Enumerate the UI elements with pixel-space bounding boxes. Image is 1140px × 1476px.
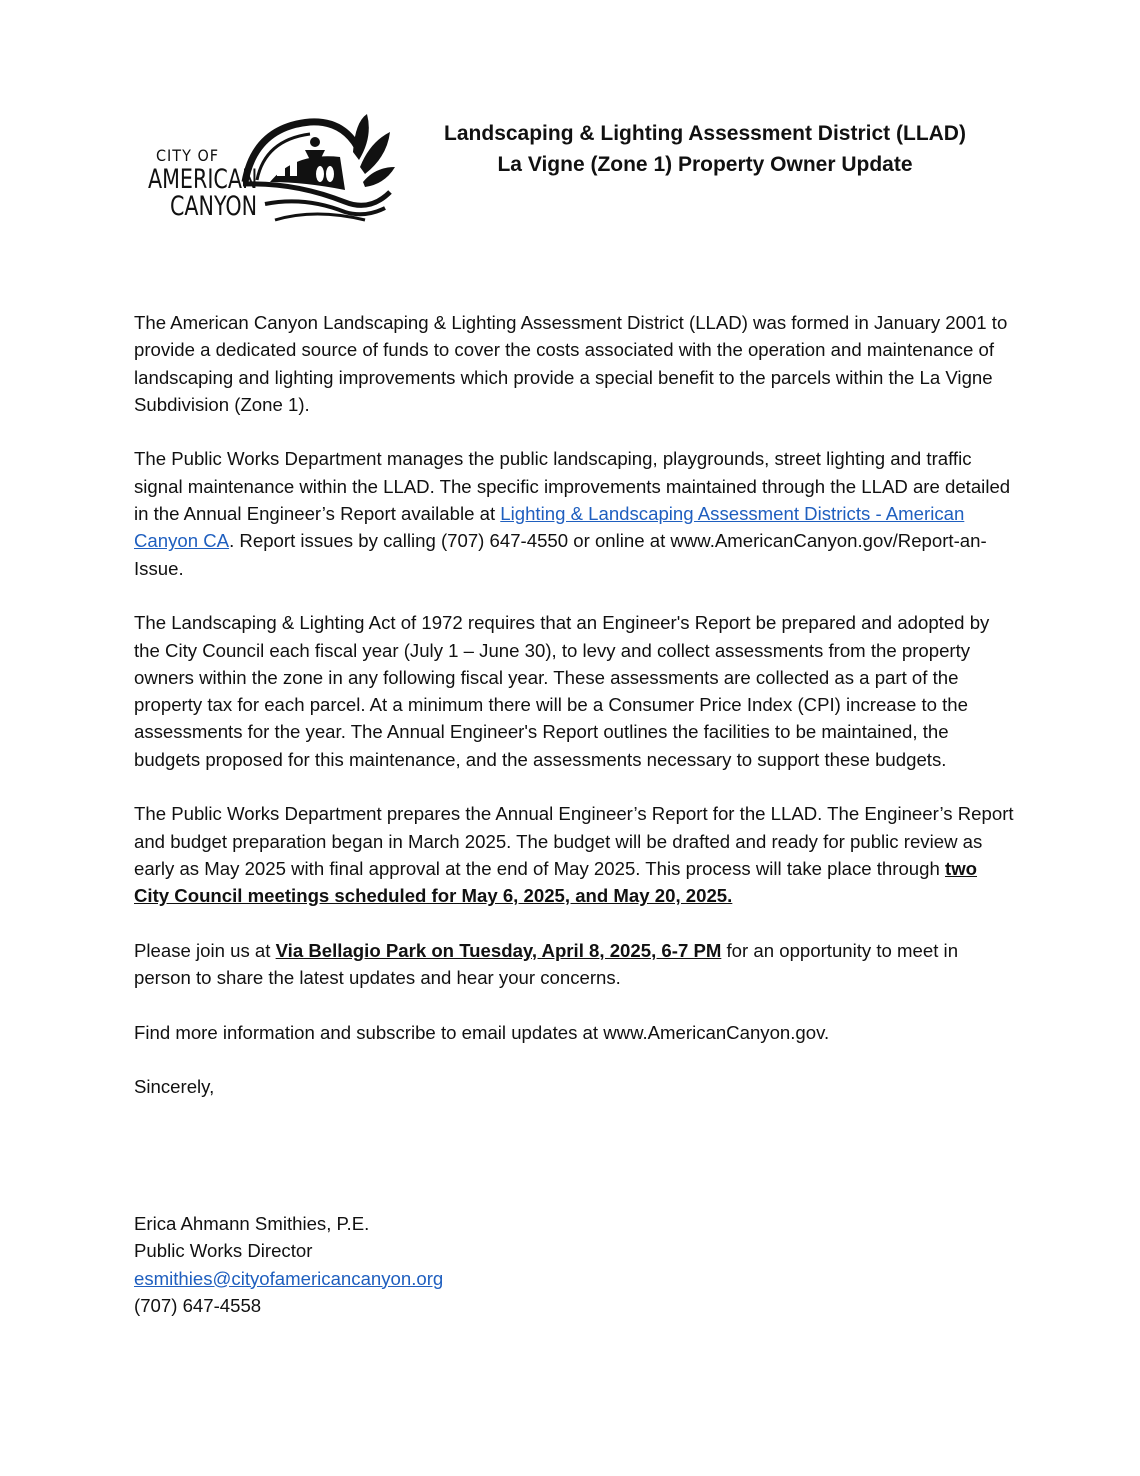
signer-phone: (707) 647-4558 — [134, 1294, 262, 1316]
paragraph-text: . Report issues by calling (707) 647-4550 or online at www.AmericanCanyon.gov/Report-an-Issue. — [134, 530, 987, 579]
paragraph-formation: The American Canyon Landscaping & Lighting Assessment District (LLAD) was formed in January 2001 to provide a dedicated source of funds to cover the costs associated with the operation and maintenance of landscaping and lighting improvements which provide a special benefit to the parcels within the La Vigne Subdivision (Zone 1). — [134, 312, 1008, 415]
paragraph-text: Please join us at — [134, 939, 276, 961]
meeting-details-emphasis: Via Bellagio Park on Tuesday, April 8, 2025, 6-7 PM — [275, 939, 722, 961]
letter-body — [134, 309, 1014, 1319]
signer-email-link[interactable]: esmithies@cityofamericancanyon.org — [134, 1267, 444, 1289]
signature-space — [134, 1128, 1014, 1210]
paragraph-public-works — [134, 445, 1014, 581]
logo-line-2: AMERICAN — [148, 164, 258, 195]
council-meetings-emphasis: two City Council meetings scheduled for May 6, 2025, and May 20, 2025. — [134, 857, 978, 907]
signer-name: Erica Ahmann Smithies, P.E. — [134, 1212, 370, 1234]
logo-line-3: CANYON — [170, 191, 258, 222]
signer-title: Public Works Director — [134, 1240, 313, 1262]
paragraph-more-info: Find more information and subscribe to email updates at www.AmericanCanyon.gov. — [134, 1021, 830, 1043]
title-line-1: Landscaping & Lighting Assessment District (LLAD) — [444, 122, 966, 145]
paragraph-meeting-invite — [134, 937, 1014, 992]
paragraph-act-1972: The Landscaping & Lighting Act of 1972 requires that an Engineer's Report be prepared and adopted by the City Council each fiscal year (July 1 – June 30), to levy and collect assessments from the property owners within the zone in any following fiscal year. These assessments are collected as a part of the property tax for each parcel. At a minimum there will be a Consumer Price Index (CPI) increase to the assessments for the year. The Annual Engineer's Report outlines the facilities to be maintained, the budgets proposed for this maintenance, and the assessments necessary to support these budgets. — [134, 612, 990, 770]
llad-info-link[interactable]: Lighting & Landscaping Assessment Districts - American Canyon CA — [134, 503, 965, 552]
paragraph-text: for an opportunity to meet in person to share the latest updates and hear your concerns. — [134, 939, 959, 989]
signature-block — [134, 1210, 1014, 1319]
city-logo — [140, 112, 390, 232]
closing: Sincerely, — [134, 1076, 215, 1098]
logo-wordmark — [148, 148, 277, 220]
paragraph-engineers-report — [134, 800, 1014, 909]
title-line-2: La Vigne (Zone 1) Property Owner Update — [497, 153, 913, 176]
document-title — [420, 118, 990, 180]
paragraph-text: The Public Works Department manages the public landscaping, playgrounds, street lighting and traffic signal maintenance within the LLAD. The specific improvements maintained through the LLAD are detailed in the Annual Engineer’s Report available at — [134, 448, 1011, 525]
logo-line-1: CITY OF — [156, 146, 220, 165]
paragraph-text: The Public Works Department prepares the Annual Engineer’s Report for the LLAD. The Engineer’s Report and budget preparation began in March 2025. The budget will be drafted and ready for public review as early as May 2025 with final approval at the end of May 2025. This process will take place through — [134, 803, 1014, 879]
